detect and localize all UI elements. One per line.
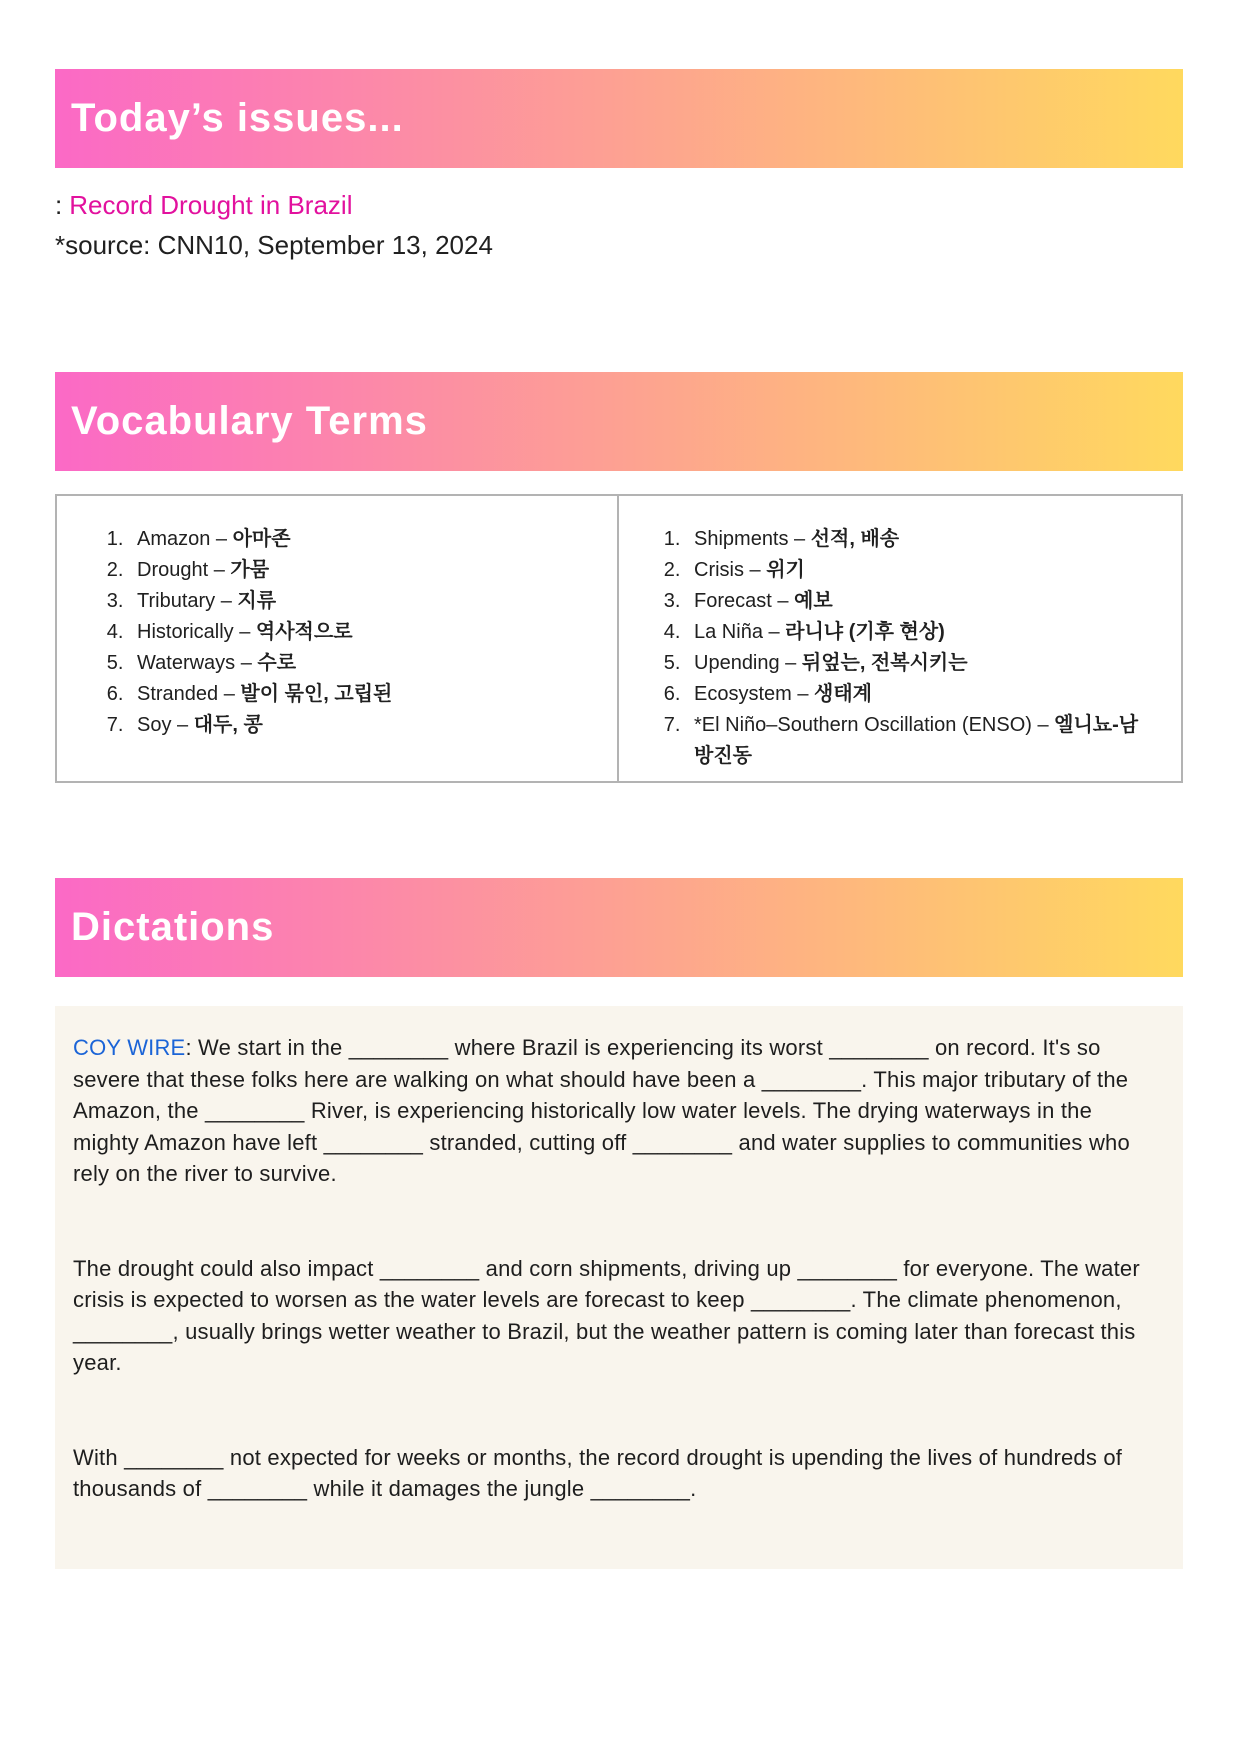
dictation-text: The drought could also impact ________ and corn shipments, driving up ________ for everyone. The water crisis is expected to worsen as the water levels are forecast to keep ________. The climate phenomenon, ________, usually brings wetter weather to Brazil, but the weather pattern is coming later than forecast this year. <box>73 1255 1140 1375</box>
vocab-item <box>686 710 1155 772</box>
vocab-term-ko: 예보 <box>794 590 833 612</box>
vocab-term-ko: 위기 <box>766 559 805 581</box>
vocab-item <box>129 617 617 648</box>
todays-issues-title: Today’s issues... <box>71 96 404 140</box>
vocab-term-en: Amazon – <box>137 528 233 550</box>
vocab-term-ko: 지류 <box>237 590 277 612</box>
topic-title: Record Drought in Brazil <box>69 190 353 220</box>
source-text: *source: CNN10, September 13, 2024 <box>55 230 493 260</box>
vocabulary-box <box>55 494 1183 783</box>
vocab-term-ko: 대두, 콩 <box>193 714 263 736</box>
vocab-term-en: Drought – <box>137 559 231 581</box>
vocab-list-right <box>619 524 1181 772</box>
vocab-term-en: La Niña – <box>694 621 786 643</box>
vocab-term-en: *El Niño–Southern Oscillation (ENSO) – <box>694 714 1055 736</box>
vocab-term-ko: 뒤엎는, 전복시키는 <box>801 652 968 674</box>
dictations-banner <box>55 878 1183 977</box>
vocab-term-ko: 발이 묶인, 고립된 <box>240 683 393 705</box>
dictation-box <box>55 1006 1183 1569</box>
vocab-term-en: Tributary – <box>137 590 238 612</box>
vocab-item <box>129 679 617 710</box>
vocab-term-en: Ecosystem – <box>694 683 815 705</box>
vocab-item <box>686 679 1155 710</box>
vocab-term-en: Waterways – <box>137 652 258 674</box>
vocab-item <box>129 524 617 555</box>
vocab-term-en: Shipments – <box>694 528 811 550</box>
vocab-term-en: Upending – <box>694 652 802 674</box>
vocab-item <box>129 586 617 617</box>
vocab-term-ko: 역사적으로 <box>255 621 353 643</box>
vocab-item <box>686 555 1155 586</box>
vocab-term-en: Stranded – <box>137 683 241 705</box>
vocab-item <box>686 586 1155 617</box>
vocab-item <box>686 524 1155 555</box>
topic-line <box>55 190 1183 221</box>
vocab-term-ko: 엘니뇨-남방진동 <box>694 714 1139 767</box>
topic-colon: : <box>55 190 63 220</box>
speaker-label: COY WIRE <box>73 1035 186 1060</box>
vocab-term-ko: 선적, 배송 <box>810 528 900 550</box>
vocab-term-en: Historically – <box>137 621 256 643</box>
vocab-term-en: Soy – <box>137 714 194 736</box>
todays-issues-banner <box>55 69 1183 168</box>
dictation-paragraph <box>73 1032 1163 1190</box>
vocab-term-ko: 라니냐 (기후 현상) <box>785 621 945 643</box>
dictations-title: Dictations <box>71 905 275 949</box>
vocab-term-ko: 아마존 <box>232 528 291 550</box>
vocab-term-ko: 생태계 <box>814 683 873 705</box>
vocab-term-ko: 가뭄 <box>230 559 270 581</box>
vocabulary-terms-title: Vocabulary Terms <box>71 399 428 443</box>
content-column <box>55 69 1183 1569</box>
vocabulary-terms-banner <box>55 372 1183 471</box>
vocab-item <box>686 648 1155 679</box>
vocab-item <box>129 648 617 679</box>
dictation-paragraph <box>73 1253 1163 1379</box>
dictation-text: With ________ not expected for weeks or months, the record drought is upending the lives of hundreds of thousands of ________ while it damages the jungle ________. <box>73 1444 1123 1501</box>
vocab-term-en: Crisis – <box>694 559 767 581</box>
vocab-list-left <box>57 524 617 741</box>
vocab-term-en: Forecast – <box>694 590 795 612</box>
vocab-column-left <box>57 496 619 781</box>
vocab-item <box>686 617 1155 648</box>
vocab-term-ko: 수로 <box>257 652 297 674</box>
vocab-item <box>129 710 617 741</box>
dictation-text: : We start in the ________ where Brazil is experiencing its worst ________ on record. It's so severe that these folks here are walking on what should have been a ________. This major tributary of the Amazon, the ________ River, is experiencing historically low water levels. The drying waterways in the mighty Amazon have left ________ stranded, cutting off ________ and water supplies to communities who rely on the river to survive. <box>73 1035 1130 1186</box>
dictation-paragraph <box>73 1442 1163 1505</box>
vocab-column-right <box>619 496 1181 781</box>
vocab-item <box>129 555 617 586</box>
